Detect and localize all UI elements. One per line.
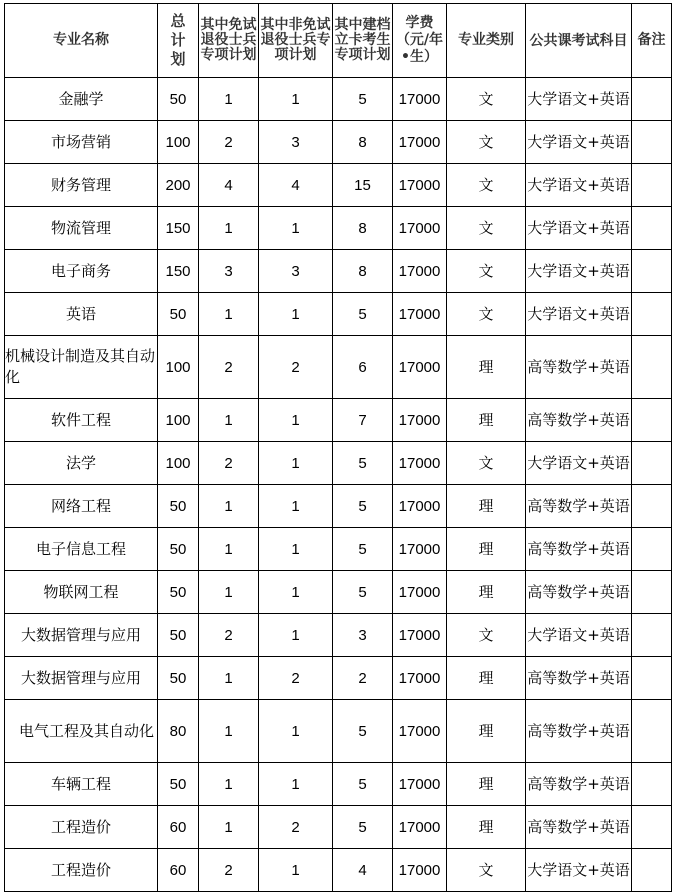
cell-major-name: 市场营销 [5,121,158,164]
cell-exam-subjects: 大学语文+英语 [526,442,632,485]
cell-major-category: 文 [447,121,526,164]
cell-major-category: 理 [447,336,526,399]
cell-major-category: 理 [447,528,526,571]
cell-veteran-exempt: 2 [199,849,259,892]
cell-veteran-exempt: 1 [199,293,259,336]
cell-remarks [632,250,672,293]
cell-major-category: 文 [447,293,526,336]
table-row [5,399,672,442]
cell-major-category: 文 [447,78,526,121]
cell-major-name: 软件工程 [5,399,158,442]
header-remarks: 备注 [632,4,672,78]
cell-major-name: 大数据管理与应用 [5,614,158,657]
cell-major-category: 理 [447,700,526,763]
cell-remarks [632,700,672,763]
header-row [5,4,672,78]
cell-veteran-nonexempt: 3 [259,121,333,164]
cell-exam-subjects: 高等数学+英语 [526,399,632,442]
cell-remarks [632,849,672,892]
cell-veteran-nonexempt: 3 [259,250,333,293]
cell-major-category: 理 [447,806,526,849]
cell-veteran-nonexempt: 2 [259,657,333,700]
table-row [5,763,672,806]
cell-major-name: 电气工程及其自动化 [5,700,158,763]
cell-total-plan: 100 [158,399,199,442]
cell-major-name: 电子商务 [5,250,158,293]
cell-total-plan: 80 [158,700,199,763]
cell-tuition: 17000 [393,399,447,442]
cell-tuition: 17000 [393,528,447,571]
cell-veteran-nonexempt: 4 [259,164,333,207]
cell-veteran-nonexempt: 1 [259,528,333,571]
table-row [5,250,672,293]
cell-poverty-registered: 4 [333,849,393,892]
cell-exam-subjects: 大学语文+英语 [526,207,632,250]
cell-tuition: 17000 [393,763,447,806]
cell-remarks [632,78,672,121]
cell-veteran-nonexempt: 2 [259,806,333,849]
cell-veteran-exempt: 1 [199,485,259,528]
cell-exam-subjects: 大学语文+英语 [526,250,632,293]
cell-major-name: 英语 [5,293,158,336]
cell-tuition: 17000 [393,485,447,528]
cell-poverty-registered: 5 [333,763,393,806]
table-row [5,78,672,121]
cell-veteran-nonexempt: 1 [259,207,333,250]
cell-total-plan: 50 [158,485,199,528]
table-row [5,164,672,207]
cell-major-name: 大数据管理与应用 [5,657,158,700]
cell-major-name: 财务管理 [5,164,158,207]
cell-veteran-exempt: 2 [199,336,259,399]
cell-remarks [632,614,672,657]
cell-tuition: 17000 [393,207,447,250]
cell-major-category: 文 [447,164,526,207]
table-row [5,336,672,399]
cell-remarks [632,657,672,700]
cell-remarks [632,121,672,164]
cell-exam-subjects: 高等数学+英语 [526,336,632,399]
cell-major-name: 网络工程 [5,485,158,528]
cell-total-plan: 60 [158,849,199,892]
cell-total-plan: 50 [158,657,199,700]
cell-total-plan: 50 [158,614,199,657]
cell-veteran-nonexempt: 1 [259,293,333,336]
cell-major-name: 工程造价 [5,806,158,849]
cell-major-category: 文 [447,207,526,250]
cell-remarks [632,485,672,528]
cell-total-plan: 150 [158,250,199,293]
enrollment-plan-table [4,3,672,892]
cell-poverty-registered: 7 [333,399,393,442]
cell-poverty-registered: 5 [333,442,393,485]
cell-exam-subjects: 大学语文+英语 [526,614,632,657]
table-row [5,293,672,336]
cell-poverty-registered: 15 [333,164,393,207]
cell-veteran-exempt: 1 [199,700,259,763]
cell-tuition: 17000 [393,293,447,336]
cell-poverty-registered: 8 [333,121,393,164]
cell-remarks [632,399,672,442]
cell-veteran-exempt: 2 [199,442,259,485]
table-row [5,121,672,164]
cell-veteran-exempt: 1 [199,399,259,442]
cell-exam-subjects: 大学语文+英语 [526,849,632,892]
cell-exam-subjects: 大学语文+英语 [526,164,632,207]
cell-major-name: 物联网工程 [5,571,158,614]
cell-total-plan: 200 [158,164,199,207]
cell-tuition: 17000 [393,657,447,700]
header-major-name: 专业名称 [5,4,158,78]
cell-total-plan: 50 [158,528,199,571]
cell-major-category: 文 [447,614,526,657]
cell-remarks [632,164,672,207]
cell-exam-subjects: 高等数学+英语 [526,657,632,700]
cell-veteran-nonexempt: 1 [259,571,333,614]
cell-exam-subjects: 高等数学+英语 [526,528,632,571]
cell-veteran-nonexempt: 1 [259,849,333,892]
cell-remarks [632,207,672,250]
header-veteran-nonexempt: 其中非免试退役士兵专项计划 [259,4,333,78]
cell-veteran-exempt: 1 [199,78,259,121]
cell-veteran-exempt: 1 [199,806,259,849]
cell-veteran-exempt: 1 [199,763,259,806]
cell-total-plan: 100 [158,442,199,485]
cell-veteran-exempt: 1 [199,207,259,250]
cell-tuition: 17000 [393,164,447,207]
cell-veteran-exempt: 2 [199,614,259,657]
cell-tuition: 17000 [393,849,447,892]
table-row [5,700,672,763]
header-poverty-registered: 其中建档立卡考生专项计划 [333,4,393,78]
cell-total-plan: 60 [158,806,199,849]
cell-total-plan: 50 [158,763,199,806]
cell-major-name: 法学 [5,442,158,485]
table-row [5,614,672,657]
cell-total-plan: 100 [158,121,199,164]
table-row [5,528,672,571]
cell-major-category: 文 [447,250,526,293]
table-row [5,849,672,892]
cell-tuition: 17000 [393,442,447,485]
cell-exam-subjects: 大学语文+英语 [526,293,632,336]
cell-tuition: 17000 [393,78,447,121]
cell-poverty-registered: 5 [333,485,393,528]
cell-major-category: 理 [447,399,526,442]
cell-exam-subjects: 高等数学+英语 [526,485,632,528]
cell-exam-subjects: 大学语文+英语 [526,121,632,164]
cell-tuition: 17000 [393,614,447,657]
cell-major-category: 理 [447,763,526,806]
cell-total-plan: 150 [158,207,199,250]
cell-tuition: 17000 [393,571,447,614]
table-row [5,207,672,250]
table-row [5,657,672,700]
table-row [5,442,672,485]
cell-exam-subjects: 高等数学+英语 [526,763,632,806]
cell-poverty-registered: 5 [333,293,393,336]
cell-major-category: 文 [447,849,526,892]
cell-poverty-registered: 2 [333,657,393,700]
cell-poverty-registered: 6 [333,336,393,399]
cell-total-plan: 100 [158,336,199,399]
cell-major-category: 文 [447,442,526,485]
cell-veteran-nonexempt: 1 [259,399,333,442]
cell-major-name: 电子信息工程 [5,528,158,571]
cell-remarks [632,806,672,849]
cell-remarks [632,571,672,614]
cell-poverty-registered: 5 [333,571,393,614]
cell-veteran-exempt: 3 [199,250,259,293]
cell-exam-subjects: 高等数学+英语 [526,571,632,614]
table-row [5,485,672,528]
cell-veteran-nonexempt: 1 [259,700,333,763]
cell-veteran-nonexempt: 2 [259,336,333,399]
cell-tuition: 17000 [393,121,447,164]
cell-exam-subjects: 高等数学+英语 [526,806,632,849]
cell-poverty-registered: 5 [333,78,393,121]
cell-total-plan: 50 [158,293,199,336]
cell-poverty-registered: 5 [333,700,393,763]
cell-total-plan: 50 [158,571,199,614]
header-major-category: 专业类别 [447,4,526,78]
cell-major-name: 物流管理 [5,207,158,250]
cell-exam-subjects: 高等数学+英语 [526,700,632,763]
cell-veteran-nonexempt: 1 [259,78,333,121]
cell-major-name: 金融学 [5,78,158,121]
cell-veteran-exempt: 1 [199,657,259,700]
header-total-plan: 总计划 [158,4,199,78]
cell-poverty-registered: 5 [333,528,393,571]
cell-major-name: 机械设计制造及其自动化 [5,336,158,399]
cell-major-category: 理 [447,485,526,528]
cell-remarks [632,763,672,806]
cell-tuition: 17000 [393,700,447,763]
cell-poverty-registered: 8 [333,207,393,250]
cell-remarks [632,442,672,485]
cell-tuition: 17000 [393,250,447,293]
cell-major-name: 车辆工程 [5,763,158,806]
cell-remarks [632,336,672,399]
header-tuition: 学费（元/年•生） [393,4,447,78]
cell-tuition: 17000 [393,806,447,849]
cell-poverty-registered: 8 [333,250,393,293]
cell-poverty-registered: 5 [333,806,393,849]
cell-major-category: 理 [447,657,526,700]
cell-tuition: 17000 [393,336,447,399]
cell-remarks [632,293,672,336]
cell-veteran-nonexempt: 1 [259,442,333,485]
cell-remarks [632,528,672,571]
cell-veteran-exempt: 4 [199,164,259,207]
cell-major-category: 理 [447,571,526,614]
header-veteran-exempt: 其中免试退役士兵专项计划 [199,4,259,78]
cell-veteran-exempt: 2 [199,121,259,164]
cell-veteran-nonexempt: 1 [259,614,333,657]
cell-total-plan: 50 [158,78,199,121]
cell-veteran-nonexempt: 1 [259,485,333,528]
cell-veteran-nonexempt: 1 [259,763,333,806]
header-exam-subjects: 公共课考试科目 [526,4,632,78]
cell-veteran-exempt: 1 [199,528,259,571]
cell-poverty-registered: 3 [333,614,393,657]
table-row [5,806,672,849]
cell-exam-subjects: 大学语文+英语 [526,78,632,121]
cell-veteran-exempt: 1 [199,571,259,614]
table-row [5,571,672,614]
cell-major-name: 工程造价 [5,849,158,892]
